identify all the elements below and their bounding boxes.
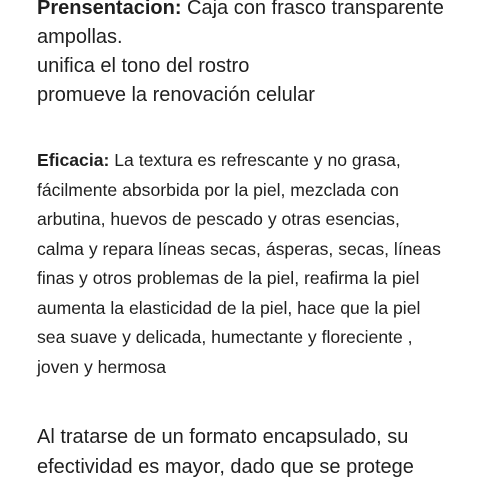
- presentation-section: [37, 0, 472, 110]
- efficacy-section: [37, 146, 472, 382]
- efficacy-line-8: joven y hermosa: [37, 356, 167, 377]
- presentation-text: Caja con frasco transparente: [187, 0, 444, 19]
- presentation-line-3: unifica el tono del rostro: [37, 55, 250, 77]
- presentation-first-line: [37, 0, 472, 23]
- format-line-2: efectividad es mayor, dado que se protege: [37, 455, 414, 478]
- efficacy-line-6: aumenta la elasticidad de la piel, hace que la piel: [37, 297, 421, 318]
- presentation-label: Prensentacion:: [37, 0, 182, 19]
- efficacy-line-5: finas y otros problemas de la piel, reafirma la piel: [37, 268, 420, 288]
- efficacy-line-3: arbutina, huevos de pescado y otras esencias,: [37, 209, 400, 229]
- format-line-1: Al tratarse de un formato encapsulado, su: [37, 426, 409, 448]
- format-section: [37, 423, 472, 480]
- efficacy-line-2: fácilmente absorbida por la piel, mezclada con: [37, 179, 399, 200]
- efficacy-line-7: sea suave y delicada, humectante y floreciente ,: [37, 327, 413, 347]
- efficacy-first-line: [37, 146, 472, 176]
- presentation-line-2: ampollas.: [37, 26, 123, 48]
- efficacy-text: La textura es refrescante y no grasa,: [114, 150, 401, 170]
- presentation-line-4: promueve la renovación celular: [37, 84, 315, 106]
- efficacy-label: Eficacia:: [37, 150, 110, 170]
- efficacy-line-4: calma y repara líneas secas, ásperas, secas, líneas: [37, 238, 441, 259]
